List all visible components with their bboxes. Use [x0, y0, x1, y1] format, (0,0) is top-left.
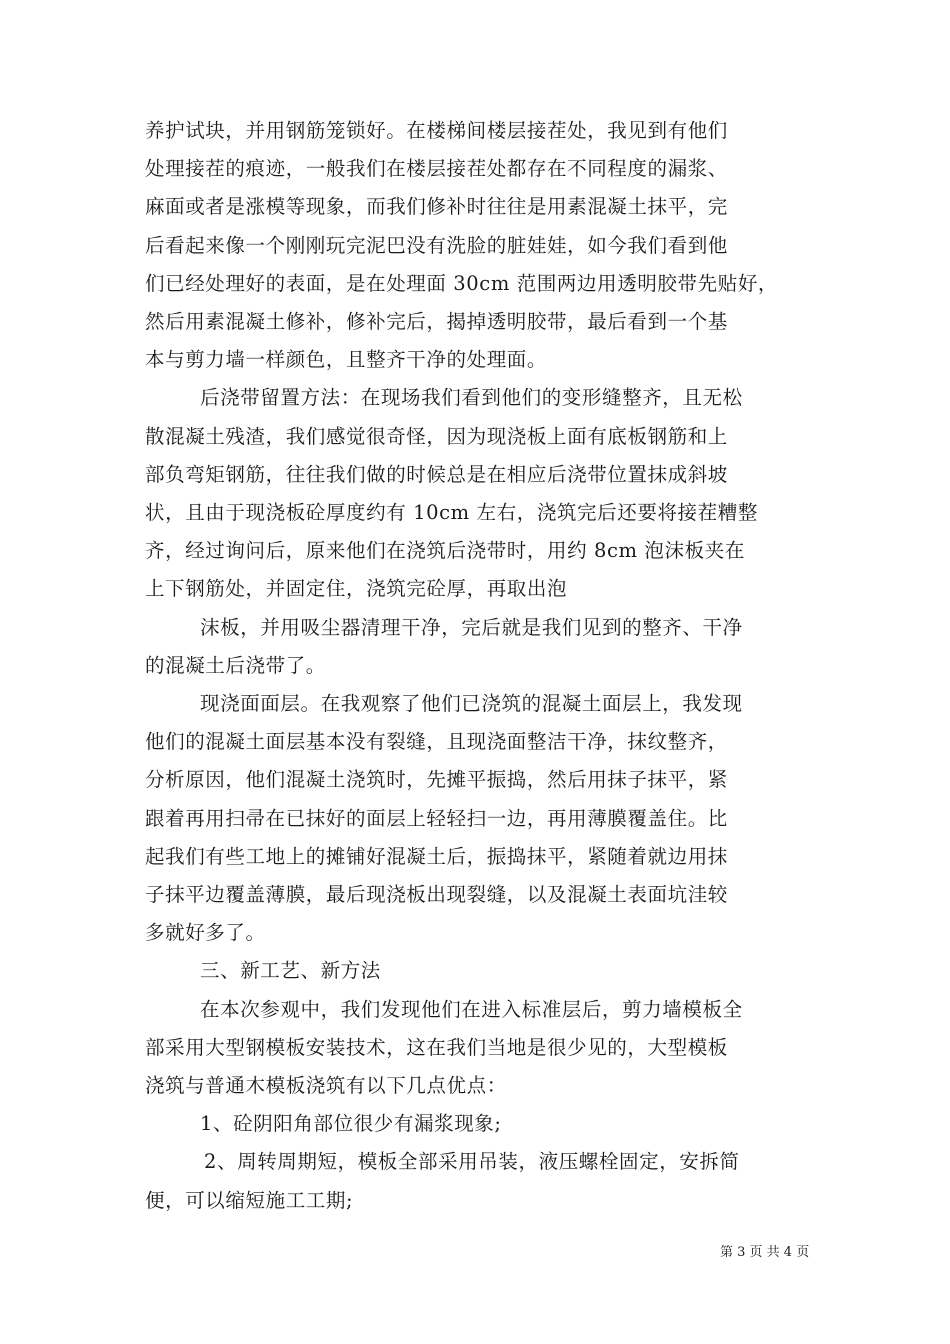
paragraph-start-line: 现浇面面层。在我观察了他们已浇筑的混凝土面层上，我发现	[200, 692, 743, 715]
text-line: 跟着再用扫帚在已抹好的面层上轻轻扫一边，再用薄膜覆盖住。比	[145, 807, 728, 830]
text-line: 上下钢筋处，并固定住，浇筑完砼厚，再取出泡	[145, 577, 568, 600]
text-line: 麻面或者是涨模等现象，而我们修补时往往是用素混凝土抹平，完	[145, 195, 728, 218]
text-line: 们已经处理好的表面，是在处理面 30cm 范围两边用透明胶带先贴好，	[145, 272, 779, 295]
text-line: 后看起来像一个刚刚玩完泥巴没有洗脸的脏娃娃，如今我们看到他	[145, 234, 728, 257]
text-line: 的混凝土后浇带了。	[145, 654, 326, 677]
text-line: 起我们有些工地上的摊铺好混凝土后，振捣抹平，紧随着就边用抹	[145, 845, 728, 868]
paragraph-start-line: 在本次参观中，我们发现他们在进入标准层后，剪力墙模板全	[200, 998, 743, 1021]
text-line: 多就好多了。	[145, 921, 266, 944]
paragraph-start-line: 沫板，并用吸尘器清理干净，完后就是我们见到的整齐、干净	[200, 616, 743, 639]
text-line: 分析原因，他们混凝土浇筑时，先摊平振捣，然后用抹子抹平，紧	[145, 768, 728, 791]
text-line: 状，且由于现浇板砼厚度约有 10cm 左右，浇筑完后还要将接茬糟整	[145, 501, 758, 524]
text-line: 他们的混凝土面层基本没有裂缝，且现浇面整洁干净，抹纹整齐，	[145, 730, 728, 753]
text-line: 部采用大型钢模板安装技术，这在我们当地是很少见的，大型模板	[145, 1036, 728, 1059]
list-item: 2、周转周期短，模板全部采用吊装，液压螺栓固定，安拆简	[204, 1150, 740, 1173]
text-line: 浇筑与普通木模板浇筑有以下几点优点：	[145, 1074, 507, 1097]
text-line: 子抹平边覆盖薄膜，最后现浇板出现裂缝，以及混凝土表面坑洼较	[145, 883, 728, 906]
text-line: 部负弯矩钢筋，往往我们做的时候总是在相应后浇带位置抹成斜坡	[145, 463, 728, 486]
text-line: 处理接茬的痕迹，一般我们在楼层接茬处都存在不同程度的漏浆、	[145, 157, 728, 180]
text-line: 便，可以缩短施工工期;	[145, 1189, 354, 1212]
text-line: 本与剪力墙一样颜色，且整齐干净的处理面。	[145, 348, 548, 371]
text-line: 散混凝土残渣，我们感觉很奇怪，因为现浇板上面有底板钢筋和上	[145, 425, 728, 448]
section-heading: 三、新工艺、新方法	[200, 959, 381, 982]
list-item: 1、砼阴阳角部位很少有漏浆现象;	[200, 1112, 502, 1135]
text-line: 齐，经过询问后，原来他们在浇筑后浇带时，用约 8cm 泡沫板夹在	[145, 539, 745, 562]
paragraph-start-line: 后浇带留置方法：在现场我们看到他们的变形缝整齐，且无松	[200, 386, 743, 409]
text-line: 养护试块，并用钢筋笼锁好。在楼梯间楼层接茬处，我见到有他们	[145, 119, 728, 142]
text-line: 然后用素混凝土修补，修补完后，揭掉透明胶带，最后看到一个基	[145, 310, 728, 333]
page-number-footer: 第 3 页 共 4 页	[720, 1245, 810, 1260]
